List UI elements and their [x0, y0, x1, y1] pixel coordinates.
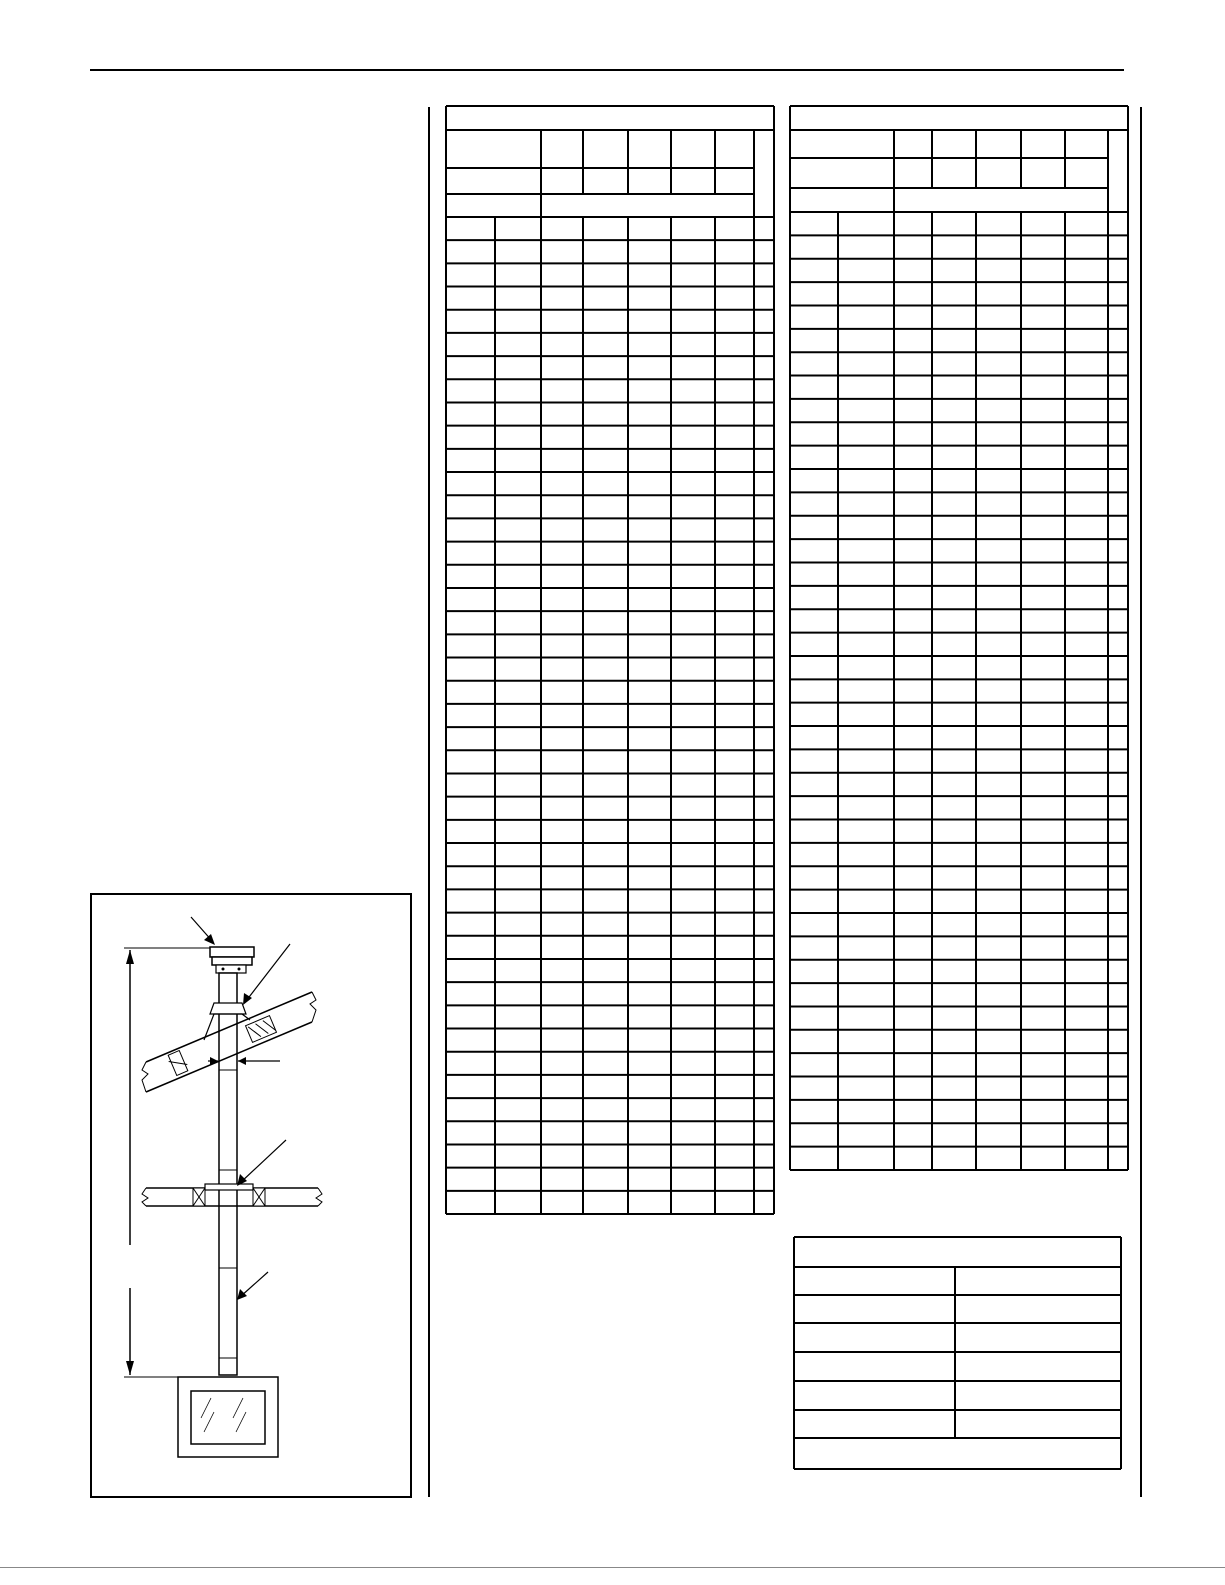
ceiling-firestop — [205, 1184, 253, 1190]
firestop-leader — [240, 1140, 286, 1183]
termination-cap-body — [212, 957, 252, 965]
clearance-arrow-left-icon — [238, 1057, 246, 1065]
vent-pipe-arrow-icon — [237, 1289, 247, 1300]
termination-cap-collar — [216, 965, 246, 973]
height-arrow-down-icon — [126, 1361, 134, 1375]
termination-cap-arrow-icon — [204, 934, 215, 945]
vent-pipe — [219, 973, 237, 1375]
storm-collar-flashing — [210, 1003, 246, 1014]
fireplace-glass — [191, 1391, 265, 1444]
termination-cap-top — [210, 947, 254, 957]
height-arrow-up-icon — [126, 950, 134, 964]
